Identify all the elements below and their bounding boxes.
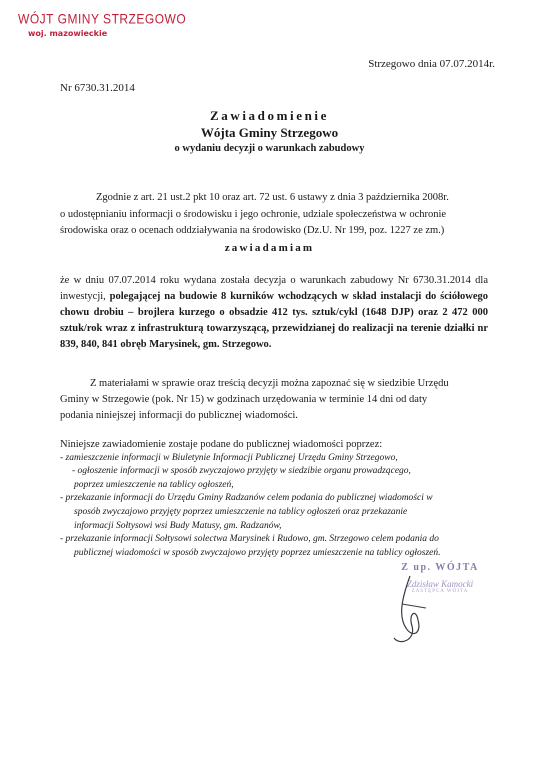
document-header (0, 108, 539, 154)
legal-basis-paragraph (60, 190, 485, 240)
notify-heading: zawiadamiam (224, 242, 315, 254)
legal-basis-line: środowiska oraz o ocenach oddziaływania na środowisko (Dz.U. Nr 199, poz. 1227 ze zm.) (60, 225, 445, 236)
publication-intro: Niniejsze zawiadomienie zostaje podane do publicznej wiadomości poprzez: (60, 439, 383, 450)
document-subtitle: Wójta Gminy Strzegowo (200, 125, 339, 140)
handwritten-signature (388, 568, 448, 648)
publication-item-continuation: poprzez umieszczenie na tablicy ogłoszeń, (74, 479, 234, 490)
publication-item: - ogłoszenie informacji w sposób zwyczajowo przyjęty w siedzibie organu prowadzącego, (72, 466, 411, 477)
publication-item-continuation: sposób zwyczajowo przyjęty poprzez umieszczenie na tablicy ogłoszeń oraz przekazanie (74, 506, 408, 517)
publication-item: - przekazanie informacji Sołtysowi solectwa Marysinek i Rudowo, gm. Strzegowo celem podania do (60, 534, 439, 545)
signature-stamp-line2: Zdzisław Kamocki (406, 579, 474, 589)
publication-item: - przekazanie informacji do Urzędu Gminy Radzanów celem podania do publicznej wiadomości w (60, 493, 433, 504)
materials-line: Gminy w Strzegowie (pok. Nr 15) w godzinach urzędowania w terminie 14 dni od daty (60, 394, 428, 405)
office-stamp-line1: WÓJT GMINY STRZEGOWO (18, 10, 187, 27)
publication-item: - zamieszczenie informacji w Biuletynie Informacji Publicznej Urzędu Gminy Strzegowo, (60, 452, 398, 463)
legal-basis-line: o udostępnianiu informacji o środowisku i jego ochronie, udziale społeczeństwa w ochronie (60, 208, 447, 220)
publication-section (60, 438, 500, 560)
decision-text: że w dniu 07.07.2014 roku wydana została decyzja o warunkach zabudowy Nr 6730.31.2014 dla inwestycji, (60, 275, 488, 302)
decision-bold-text: polegającej na budowie 8 kurników wchodzących w skład instalacji do ściółowego chowu drobiu – brojlera kurzego o obsadzie 412 tys. sztuk/cykl (1648 DJP) oraz 2 472 000 sztuk/rok wraz z infrastrukturą towarzyszącą, przewidzianej do realizacji na terenie działki nr 839, 840, 841 obręb Marysinek, gm. Strzegowo. (60, 291, 488, 350)
office-stamp (18, 12, 186, 38)
publication-item-continuation: informacji Sołtysowi wsi Budy Matusy, gm. Radzanów, (74, 520, 282, 531)
reference-number: Nr 6730.31.2014 (60, 82, 135, 94)
decision-paragraph (60, 273, 488, 353)
publication-item-continuation: publicznej wiadomości w sposób zwyczajowo przyjęty poprzez umieszczenie na tablicy ogłoszeń. (74, 547, 441, 558)
materials-line: Z materiałami w sprawie oraz treścią decyzji można zapoznać się w siedzibie Urzędu (90, 378, 449, 389)
legal-basis-line: Zgodnie z art. 21 ust.2 pkt 10 oraz art. 72 ust. 6 ustawy z dnia 3 października 2008r. (96, 192, 449, 203)
signature-stamp-line3: ZASTĘPCA WÓJTA (411, 589, 469, 594)
document-title: Zawiadomienie (209, 108, 330, 123)
materials-line: podania niniejszej informacji do publicznej wiadomości. (60, 410, 298, 421)
signature-stamp-line1: Z up. WÓJTA (401, 562, 479, 573)
document-topic: o wydaniu decyzji o warunkach zabudowy (174, 143, 365, 154)
materials-paragraph (60, 376, 470, 424)
office-stamp-line2: woj. mazowieckie (28, 28, 108, 38)
place-date: Strzegowo dnia 07.07.2014r. (368, 58, 495, 70)
